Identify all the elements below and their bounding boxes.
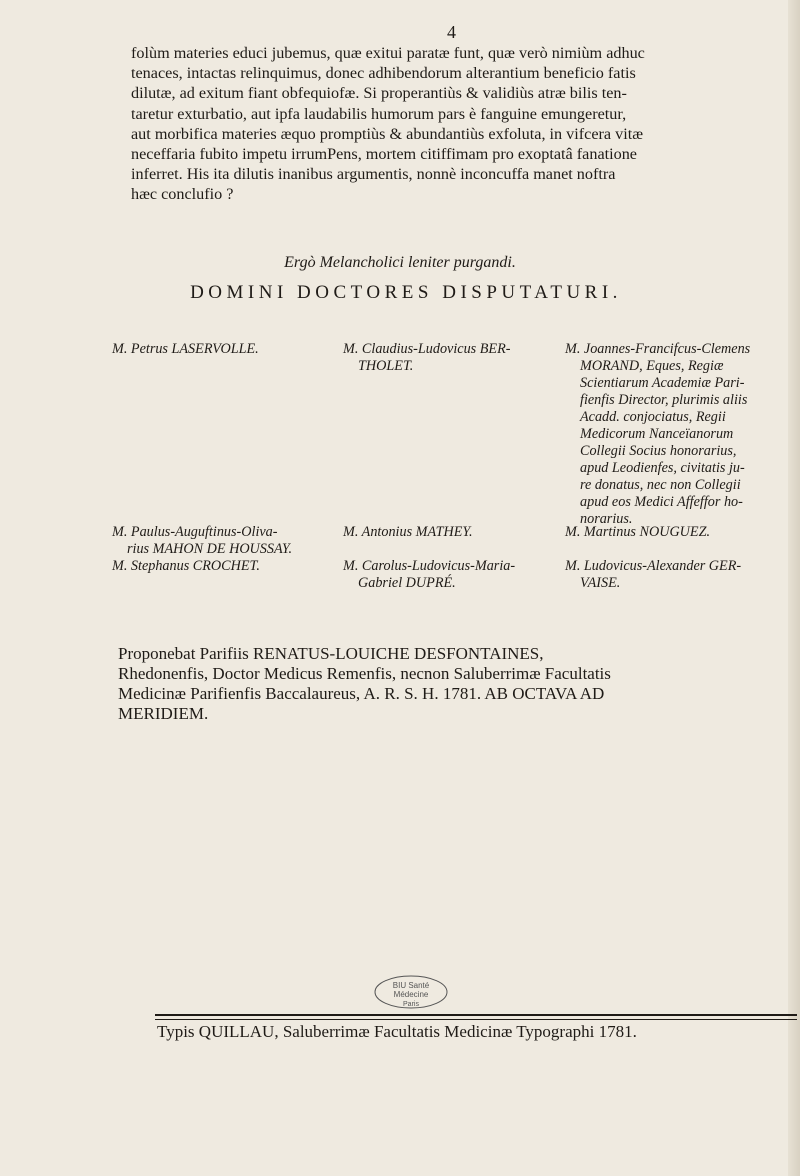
page-number: 4 bbox=[447, 22, 456, 42]
description-line: norarius. bbox=[580, 511, 633, 527]
proposition-line: Proponebat Parifiis RENATUS-LOUICHE DESFONTAINES, bbox=[118, 644, 544, 663]
library-stamp-icon bbox=[372, 973, 450, 1009]
paragraph-line: neceffaria fubito impetu irrumPens, mortem citiffimam pro exoptatâ fanatione bbox=[131, 145, 637, 164]
svg-text:Paris: Paris bbox=[403, 1001, 419, 1008]
doctor-description bbox=[565, 358, 795, 528]
doctor-name-cont: rius MAHON DE HOUSSAY. bbox=[127, 541, 293, 557]
description-line: apud eos Medici Affeffor ho- bbox=[580, 494, 743, 510]
paragraph-line: taretur exturbatio, aut ipfa laudabilis humorum pars è fanguine emungeretur, bbox=[131, 104, 627, 123]
body-paragraph bbox=[131, 43, 791, 205]
doctor-name: M. Martinus NOUGUEZ. bbox=[565, 524, 711, 540]
proposition-line: Rhedonenfis, Doctor Medicus Remenfis, necnon Saluberrimæ Facultatis bbox=[118, 664, 611, 683]
description-line: Scientiarum Academiæ Pari- bbox=[580, 375, 745, 391]
paragraph-line: aut morbifica materies æquo promptiùs & abundantiùs exfoluta, in vifcera vitæ bbox=[131, 124, 644, 143]
doctor-name: M. Ludovicus-Alexander GER- bbox=[565, 558, 742, 574]
doctor-name: M. Antonius MATHEY. bbox=[343, 524, 473, 540]
description-line: MORAND, Eques, Regiæ bbox=[580, 358, 724, 374]
doctor-name: M. Stephanus CROCHET. bbox=[112, 558, 260, 574]
svg-text:BIU Santé: BIU Santé bbox=[392, 981, 430, 990]
doctor-name-cont: Gabriel DUPRÉ. bbox=[358, 575, 456, 591]
doctor-entry bbox=[565, 341, 795, 528]
paragraph-line: dilutæ, ad exitum fiant obfequiofæ. Si properantiùs & validiùs atræ bilis ten- bbox=[131, 84, 627, 103]
description-line: Acadd. conjociatus, Regii bbox=[580, 409, 726, 425]
description-line: re donatus, nec non Collegii bbox=[580, 477, 741, 493]
paragraph-line: inferret. His ita dilutis inanibus argumentis, nonnè inconcuffa manet noftra bbox=[131, 165, 616, 184]
proposition-line: MERIDIEM. bbox=[118, 704, 209, 723]
doctor-entry bbox=[343, 524, 563, 592]
doctor-entry bbox=[112, 341, 337, 358]
proposition-line: Medicinæ Parifienfis Baccalaureus, A. R. S. H. 1781. AB OCTAVA AD bbox=[118, 684, 605, 703]
doctor-name-cont: VAISE. bbox=[580, 575, 621, 591]
description-line: fienfis Director, plurimis aliis bbox=[580, 392, 748, 408]
paragraph-line: folùm materies educi jubemus, quæ exitui paratæ funt, quæ verò nimiùm adhuc bbox=[131, 44, 645, 62]
double-rule-top bbox=[155, 1014, 797, 1016]
section-heading: DOMINI DOCTORES DISPUTATURI. bbox=[190, 282, 622, 303]
doctor-entry bbox=[565, 524, 795, 592]
description-line: Medicorum Nanceïanorum bbox=[580, 426, 734, 442]
proposition-block bbox=[118, 644, 798, 724]
doctor-entry bbox=[112, 524, 337, 575]
svg-text:Médecine: Médecine bbox=[393, 990, 429, 999]
conclusion-line: Ergò Melancholici leniter purgandi. bbox=[284, 254, 516, 271]
doctor-entry bbox=[343, 341, 563, 375]
description-line: Collegii Socius honorarius, bbox=[580, 443, 737, 459]
doctor-name: M. Claudius-Ludovicus BER- bbox=[343, 341, 511, 357]
paragraph-line: tenaces, intactas relinquimus, donec adhibendorum alterantium beneficio fatis bbox=[131, 64, 636, 83]
doctor-name: M. Carolus-Ludovicus-Maria- bbox=[343, 558, 516, 574]
doctor-name: M. Petrus LASERVOLLE. bbox=[112, 341, 259, 357]
double-rule-bottom bbox=[155, 1019, 797, 1020]
description-line: apud Leodienfes, civitatis ju- bbox=[580, 460, 745, 476]
doctor-name: M. Paulus-Auguftinus-Oliva- bbox=[112, 524, 278, 540]
paragraph-line: hæc conclufio ? bbox=[131, 185, 234, 204]
printer-colophon: Typis QUILLAU, Saluberrimæ Facultatis Medicinæ Typographi 1781. bbox=[157, 1022, 637, 1041]
doctor-name-cont: THOLET. bbox=[358, 358, 414, 374]
doctor-name: M. Joannes-Francifcus-Clemens bbox=[565, 341, 751, 357]
